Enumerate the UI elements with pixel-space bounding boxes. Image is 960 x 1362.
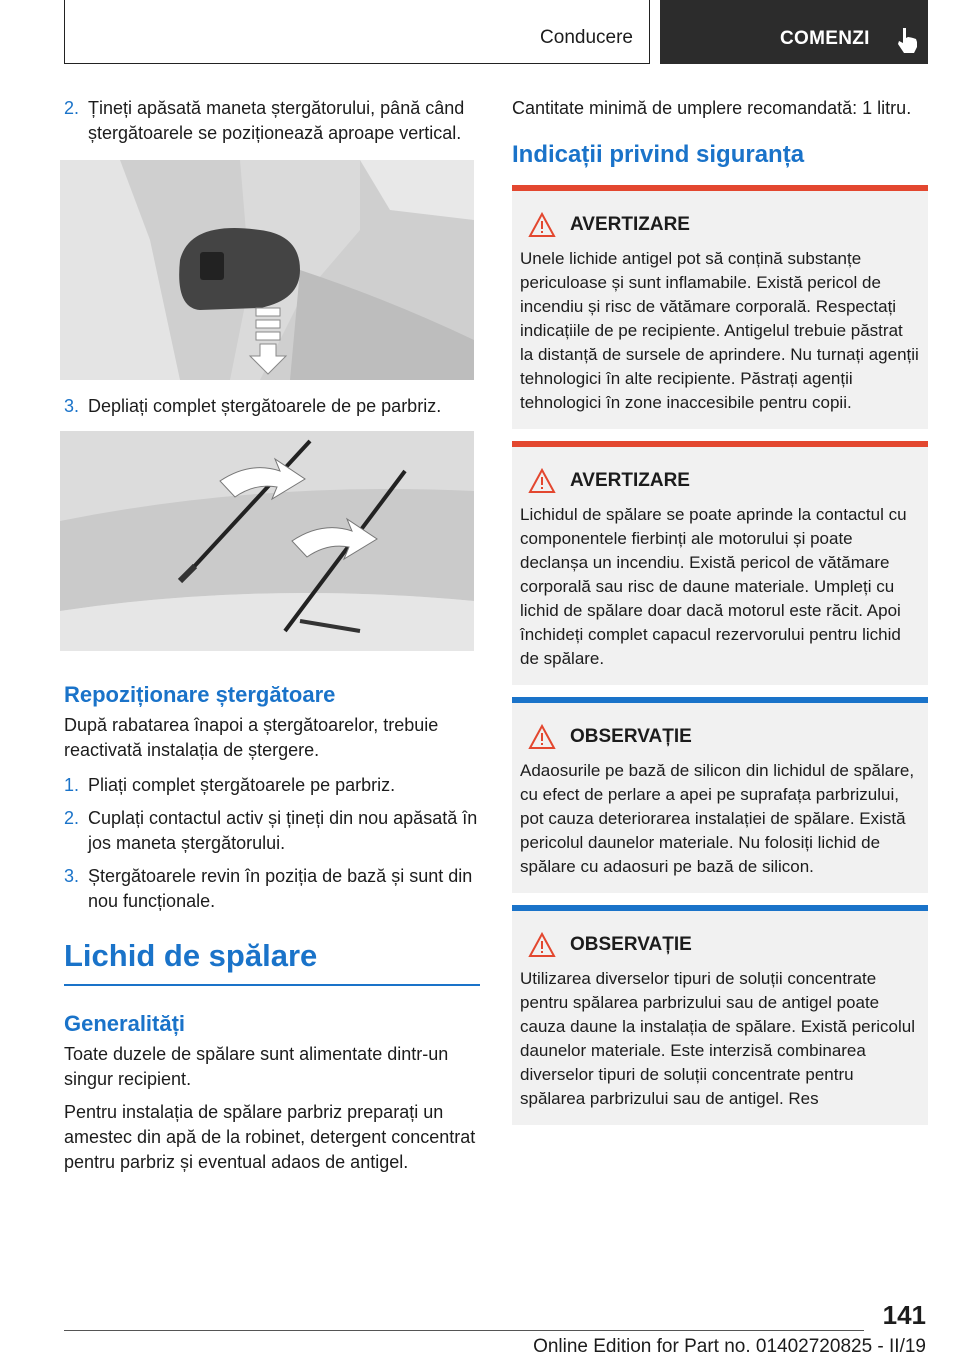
footer-divider [64, 1330, 864, 1331]
step-text: Cuplați contactul activ și țineți din nou apăsată în jos maneta ștergătorului. [88, 808, 478, 853]
header-section-title: Conducere [540, 27, 633, 48]
wiper-lever-illustration [60, 160, 474, 380]
step-number: 2. [64, 98, 80, 118]
wiper-lever-photo [60, 160, 474, 380]
warning-triangle-icon [528, 468, 556, 494]
warning-triangle-icon [528, 212, 556, 238]
left-column [64, 96, 480, 1175]
warning-title: AVERTIZARE [570, 470, 690, 491]
reposition-step-1 [64, 773, 480, 798]
hand-pointer-icon [895, 26, 921, 54]
warning-box-1 [512, 185, 928, 429]
step-number: 3. [64, 866, 80, 886]
windshield-wipers-photo [60, 431, 474, 651]
minimum-fill-text: Cantitate minimă de umplere recomandată: 1 litru. [512, 98, 912, 118]
windshield-wipers-illustration [60, 431, 474, 651]
general-paragraph-1: Toate duzele de spălare sunt alimentate dintr-un singur recipient. [64, 1044, 449, 1089]
step-text: Depliați complet ștergătoarele de pe parbriz. [88, 396, 442, 416]
notice-triangle-icon [528, 932, 556, 958]
general-paragraph-2: Pentru instalația de spălare parbriz preparați un amestec din apă de la robinet, detergent concentrat pentru parbriz și eventual adaos de antigel. [64, 1102, 476, 1172]
page-header [64, 0, 928, 64]
warning-body: Lichidul de spălare se poate aprinde la contactul cu componentele fierbinți ale motorului și poate declanșa un incendiu. Există pericol de vătămare corporală sau risc de daune materiale. Umpleți cu lichid de spălare doar dacă motorul este răcit. Apoi închideți complet capacul rezervorului pentru lichid de spălare. [520, 505, 907, 668]
step-text: Ștergătoarele revin în poziția de bază și sunt din nou funcționale. [88, 866, 473, 911]
general-subtitle: Generalități [64, 1011, 186, 1036]
safety-title: Indicații privind siguranța [512, 141, 805, 168]
header-chapter-title: COMENZI [780, 28, 870, 49]
notice-title: OBSERVAȚIE [570, 934, 692, 955]
reposition-step-2 [64, 806, 480, 856]
notice-box-1 [512, 697, 928, 893]
notice-body: Utilizarea diverselor tipuri de soluții concentrate pentru spălarea parbrizului sau de antigel poate cauza daune la instalația de spălare. Există pericolul daunelor materiale. Este interzisă combinarea diverselor tipuri de soluții concentrate pentru spălarea parbrizului sau de antigel. Res [520, 969, 916, 1108]
notice-title: OBSERVAȚIE [570, 726, 692, 747]
notice-body: Adaosurile pe bază de silicon din lichidul de spălare, cu efect de perlare a apei pe suprafața parbrizului, pot cauza deteriorarea instalației de spălare. Există pericolul daunelor materiale. Nu folosiți lichid de spălare cu adaosuri pe bază de silicon. [520, 761, 915, 876]
step-3 [64, 394, 480, 419]
header-chapter-box [660, 0, 928, 64]
step-2 [64, 96, 480, 146]
warning-body: Unele lichide antigel pot să conțină substanțe periculoase și sunt inflamabile. Există pericol de incendiu și risc de vătămare corporală. Respectați indicațiile de pe recipiente. Antigelul trebuie păstrat la distanță de sursele de aprindere. Nu turnați agenții tehnologici în alte recipiente. Păstrați agenții tehnologici în zone inaccesibile pentru copii. [520, 249, 919, 412]
reposition-intro: După rabatarea înapoi a ștergătoarelor, trebuie reactivată instalația de ștergere. [64, 715, 439, 760]
step-number: 2. [64, 808, 80, 828]
step-number: 1. [64, 775, 80, 795]
section-divider [64, 984, 480, 986]
right-column [512, 96, 928, 1125]
step-text: Pliați complet ștergătoarele pe parbriz. [88, 775, 396, 795]
warning-box-2 [512, 441, 928, 685]
footer-edition: Online Edition for Part no. 01402720825 - II/19 [533, 1336, 926, 1357]
warning-title: AVERTIZARE [570, 214, 690, 235]
reposition-title: Repoziționare ștergătoare [64, 682, 336, 707]
washer-fluid-section [64, 936, 480, 1175]
reposition-section [64, 681, 480, 914]
notice-box-2 [512, 905, 928, 1125]
reposition-step-3 [64, 864, 480, 914]
washer-fluid-title: Lichid de spălare [64, 938, 318, 973]
step-number: 3. [64, 396, 80, 416]
step-text: Țineți apăsată maneta ștergătorului, până când ștergătoarele se poziționează aproape vertical. [88, 98, 465, 143]
page-number: 141 [882, 1300, 926, 1330]
header-section-box [64, 0, 650, 64]
notice-triangle-icon [528, 724, 556, 750]
